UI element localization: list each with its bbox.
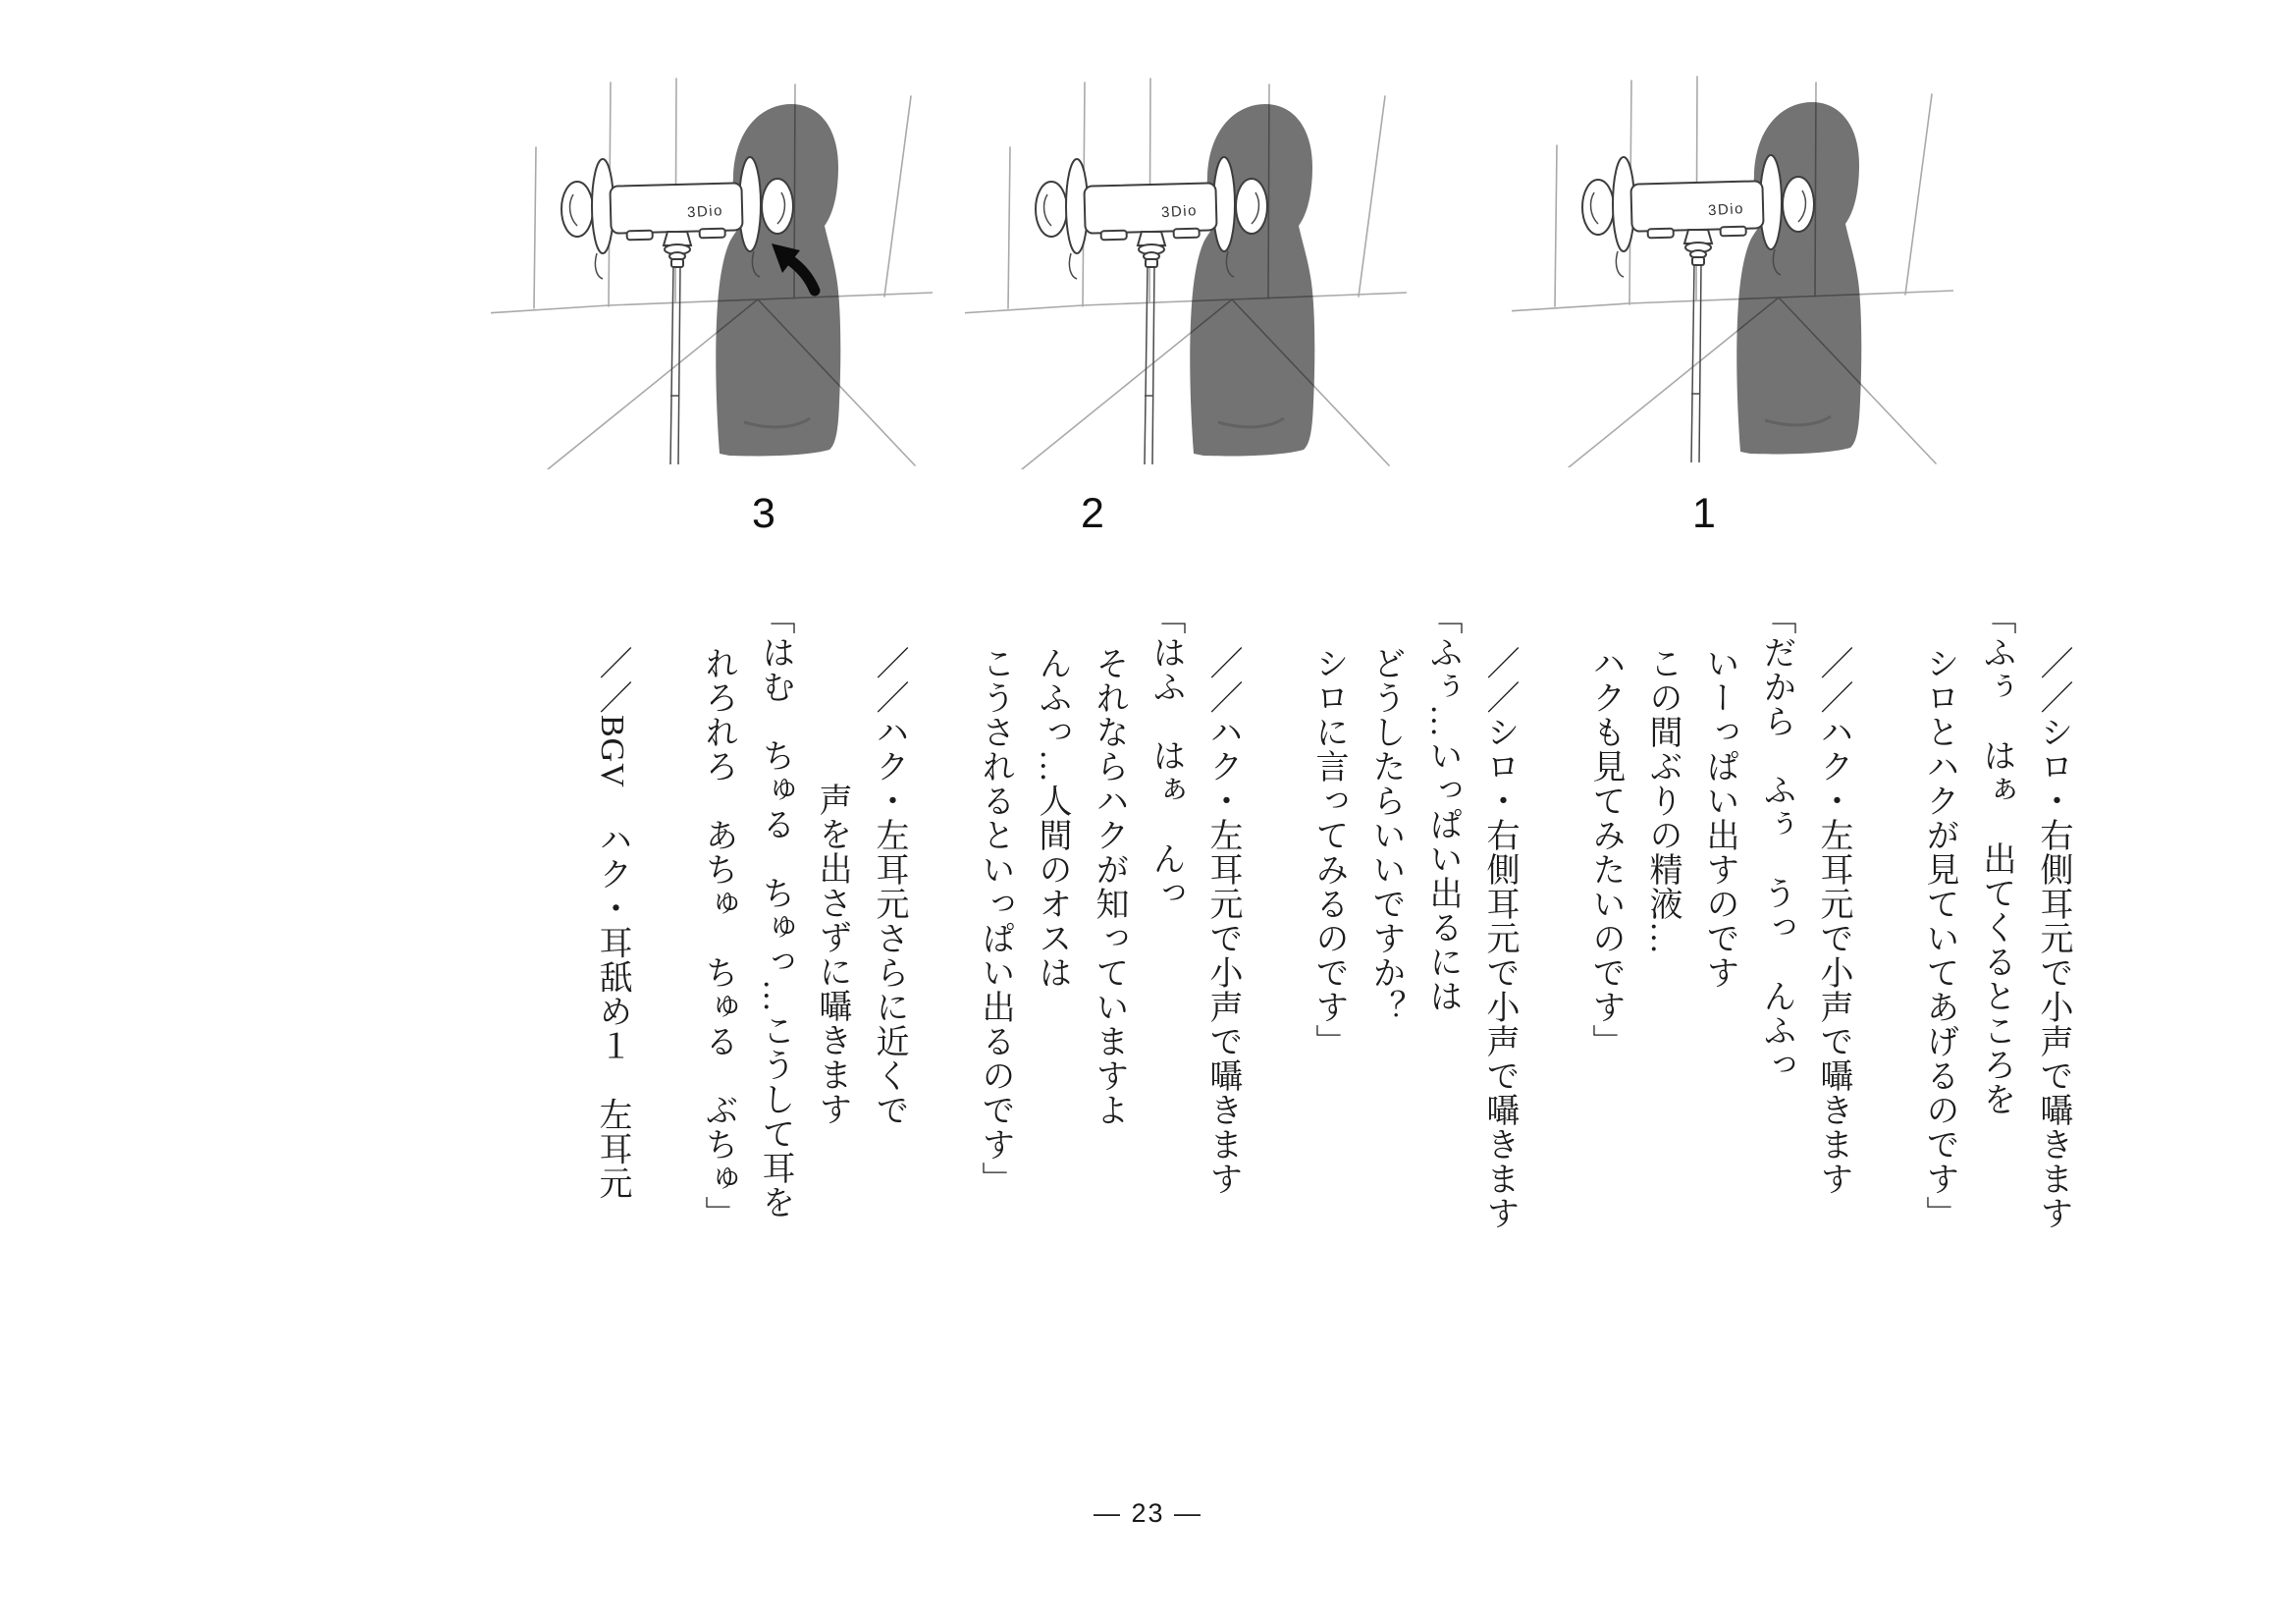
- script-line: 「はむ ちゅる ちゅっ…こうして耳を: [757, 601, 793, 1219]
- script-line: ／／シロ・右側耳元で小声で囁きます: [1481, 646, 1518, 1230]
- bgv-note-block: [583, 601, 640, 1278]
- script-line: ／／ハク・左耳元で小声で囁きます: [1815, 646, 1851, 1196]
- script-line: んふっ…人間のオスは: [1034, 646, 1070, 990]
- script-line: ／／BGV ハク・耳舐め１ 左耳元: [594, 646, 630, 1201]
- dialogue-block-2: [1576, 601, 1861, 1278]
- dialogue-block-1: [1910, 601, 2081, 1278]
- script-line: 「だから ふぅ うっ んふっ: [1758, 601, 1794, 1082]
- script-line: れろれろ あちゅ ちゅる ぶちゅ」: [700, 646, 736, 1230]
- script-line: 「ふぅ…いっぱい出るには: [1424, 601, 1461, 1013]
- dialogue-block-4: [966, 601, 1251, 1278]
- script-line: どうしたらいいですか？: [1367, 646, 1404, 1024]
- script-line: この間ぶりの精液…: [1644, 646, 1681, 955]
- dialogue-block-3: [1300, 601, 1527, 1278]
- script-line: ハクも見てみたいのです」: [1587, 646, 1624, 1058]
- script-line: ／／ハク・左耳元で小声で囁きます: [1204, 646, 1241, 1196]
- panel-number-1: 1: [1692, 490, 1716, 537]
- storyboard-panel-3: [491, 57, 933, 469]
- script-line: シロに言ってみるのです」: [1310, 646, 1347, 1058]
- panel-number-3: 3: [752, 490, 775, 537]
- storyboard-panel-1: [1512, 55, 1953, 467]
- panel-1-illustration: [1512, 55, 1953, 467]
- script-line: こうされるといっぱい出るのです」: [977, 646, 1013, 1196]
- dialogue-block-5: [689, 601, 917, 1278]
- script-line: ／／ハク・左耳元さらに近くで: [871, 646, 907, 1127]
- panel-3-illustration: [491, 57, 933, 469]
- script-line: いーっぱい出すのです: [1701, 646, 1737, 990]
- script-text: [583, 601, 2081, 1278]
- panel-number-2: 2: [1081, 490, 1104, 537]
- storyboard-panel-2: [965, 57, 1407, 469]
- script-line: それならハクが知っていますよ: [1091, 646, 1127, 1127]
- script-line: 声を出さずに囁きます: [814, 783, 850, 1126]
- panel-2-illustration: [965, 57, 1407, 469]
- script-line: ／／シロ・右側耳元で小声で囁きます: [2035, 646, 2071, 1230]
- script-line: シロとハクが見ていてあげるのです」: [1921, 646, 1957, 1230]
- page-number: — 23 —: [1093, 1498, 1203, 1528]
- script-line: 「ふぅ はぁ 出てくるところを: [1978, 601, 2014, 1116]
- script-line: 「はふ はぁ んっ: [1148, 601, 1184, 910]
